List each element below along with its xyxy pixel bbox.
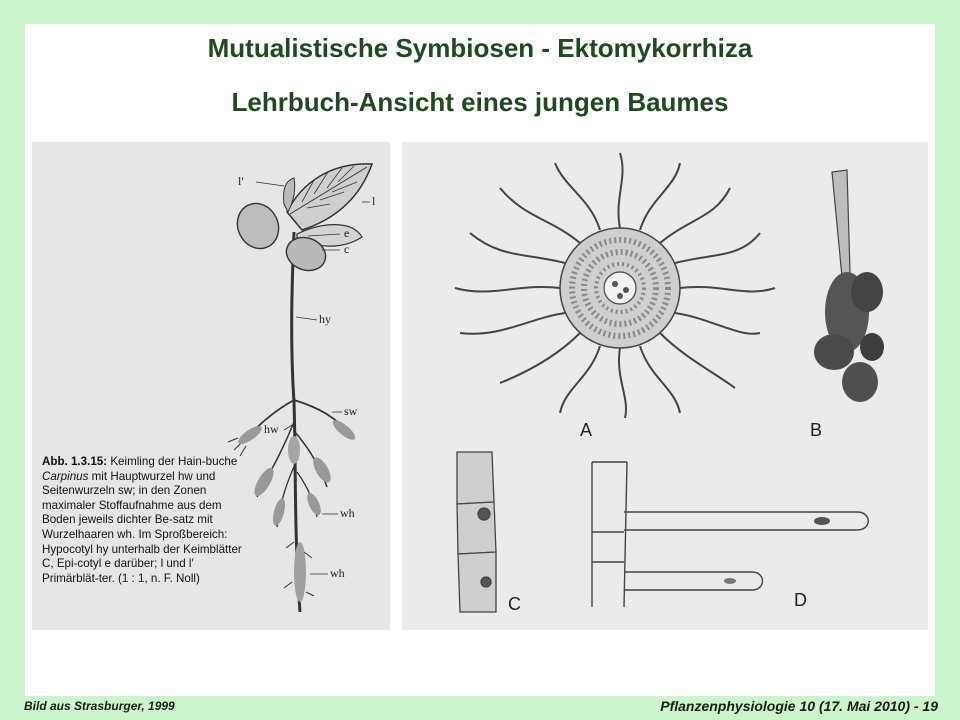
root-hairs-d xyxy=(592,462,868,607)
cells-c xyxy=(457,452,496,612)
label-hw: hw xyxy=(264,422,279,436)
root-b xyxy=(814,170,884,402)
mycorrhiza-drawing xyxy=(402,142,928,630)
course-footer: Pflanzenphysiologie 10 (17. Mai 2010) - 19 xyxy=(660,698,938,714)
source-credit: Bild aus Strasburger, 1999 xyxy=(24,699,175,713)
mycorrhiza-figure xyxy=(402,142,928,630)
label-b: B xyxy=(810,420,823,440)
label-c-fig: C xyxy=(508,594,521,614)
caption-italic: Carpinus xyxy=(42,469,89,483)
label-l-prime: l′ xyxy=(238,174,244,188)
label-l: l xyxy=(372,194,376,208)
caption-ref: Abb. 1.3.15: xyxy=(42,455,108,468)
caption-text-2: mit Hauptwurzel hw und Seitenwurzeln sw; in den Zonen maximaler Stoffaufnahme aus dem Boden jeweils dichter Be-satz mit Wurzelhaaren wh. Im Sproßbereich: Hypocotyl hy unterhalb der Keimblätter C, Epi-cotyl e darüber; l und l′ Primärblät-ter. (1 : 1, n. F. Noll) xyxy=(42,469,242,585)
label-sw: sw xyxy=(344,404,358,418)
label-c: c xyxy=(344,242,350,256)
cross-section-a xyxy=(455,153,775,418)
slide-title: Mutualistische Symbiosen - Ektomykorrhiza xyxy=(207,33,753,63)
label-d: D xyxy=(794,590,807,610)
label-hy: hy xyxy=(319,312,331,326)
caption-text-1: Keimling der Hain-buche xyxy=(110,455,238,468)
label-e: e xyxy=(344,226,350,240)
figure-caption xyxy=(42,455,247,586)
label-wh-2: wh xyxy=(330,566,345,580)
label-a: A xyxy=(580,420,593,440)
slide-subtitle: Lehrbuch-Ansicht eines jungen Baumes xyxy=(231,87,729,117)
label-wh-1: wh xyxy=(340,506,355,520)
